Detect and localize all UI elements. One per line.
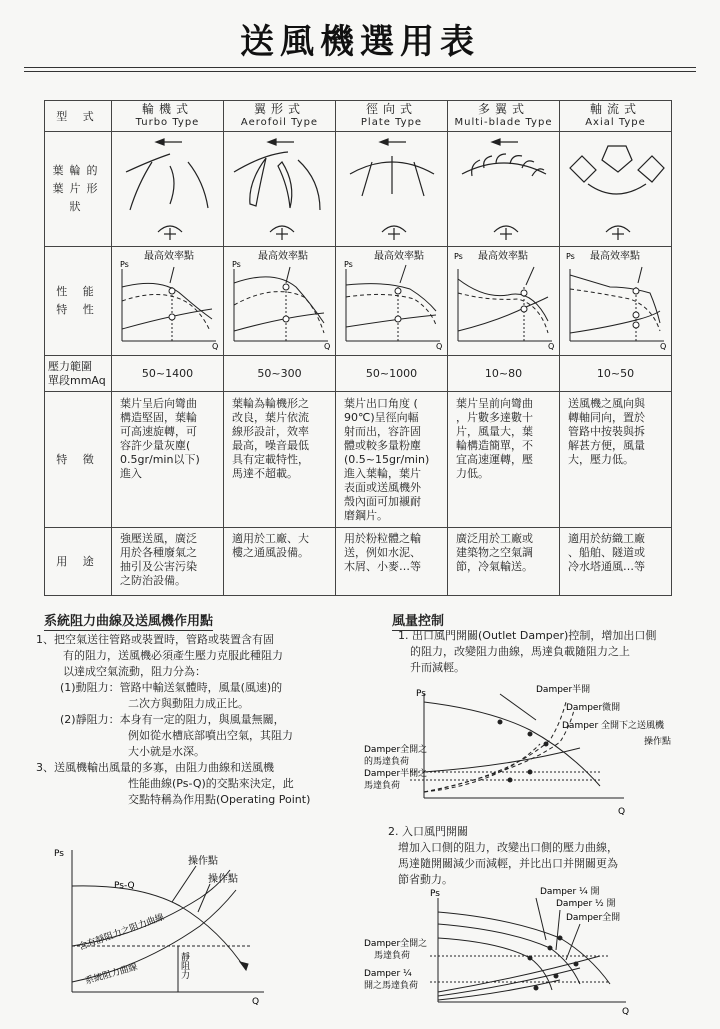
feature-turbo: 葉片呈后向彎曲 構造堅固，葉輪 可高速旋轉，可 容許少量灰塵( 0.5gr/min以下) 進入: [112, 392, 224, 528]
svg-text:開之馬達負荷: 開之馬達負荷: [364, 981, 419, 991]
svg-text:Damper半開之: Damper半開之: [364, 769, 428, 779]
type-header-multiblade: 多翼式 Multi-blade Type: [448, 101, 560, 132]
pressure-label: 壓力範圍 單段mmAq: [45, 356, 112, 392]
pressure-plate: 50~1000: [336, 356, 448, 392]
operating-point-chart: [50, 840, 280, 1010]
use-plate: 用於粉粒體之輸 送，例如水泥、 木屑、小麥…等: [336, 528, 448, 596]
svg-text:操作點: 操作點: [188, 856, 218, 867]
feature-row: [45, 392, 672, 528]
feature-axial: 送風機之風向與 轉軸同向，置於 管路中按裝與拆 解甚方便，風量 大，壓力低。: [560, 392, 672, 528]
performance-row: [45, 247, 672, 356]
svg-text:Damper ¼ 開: Damper ¼ 開: [540, 887, 600, 897]
pressure-turbo: 50~1400: [112, 356, 224, 392]
blade-shape-row: [45, 132, 672, 247]
svg-text:Damper 全開下之送風機: Damper 全開下之送風機: [562, 721, 665, 731]
svg-text:操作點: 操作點: [644, 737, 672, 747]
blade-turbo: [112, 132, 224, 247]
pressure-axial: 10~50: [560, 356, 672, 392]
svg-text:Ps-Q: Ps-Q: [114, 881, 135, 891]
pressure-row: [45, 356, 672, 392]
airflow-control-title: 風量控制: [392, 610, 444, 631]
blade-axial: [560, 132, 672, 247]
use-axial: 適用於紡織工廠 、船舶、隧道或 冷水塔通風…等: [560, 528, 672, 596]
svg-text:Damper ½ 開: Damper ½ 開: [556, 899, 616, 909]
perf-aerofoil: [224, 247, 336, 356]
svg-text:Damper全開之: Damper全開之: [364, 939, 428, 949]
svg-text:的馬達負荷: 的馬達負荷: [364, 757, 410, 767]
title-rule-top: [24, 67, 696, 68]
fan-selection-table: [44, 100, 672, 596]
svg-text:Ps: Ps: [430, 889, 440, 899]
feature-multiblade: 葉片呈前向彎曲 ，片數多達數十 片，風量大，葉 輪構造簡單，不 宜高速運轉，壓 力低。: [448, 392, 560, 528]
use-turbo: 強壓送風，廣泛 用於各種廢氣之 抽引及公害污染 之防治設備。: [112, 528, 224, 596]
svg-text:Damper ¼: Damper ¼: [364, 969, 412, 979]
title-rule-bottom: [24, 71, 696, 72]
inlet-damper-chart: [360, 884, 700, 1018]
svg-text:Ps: Ps: [566, 252, 575, 261]
svg-text:Q: Q: [436, 342, 443, 351]
feature-plate: 葉片出口角度 ( 90℃)呈徑向輻 射而出，容許固 體或較多量粉塵 (0.5~15gr/min) 進入葉輪，葉片 表面或送風機外 殼內面可加襯耐 磨鋼片。: [336, 392, 448, 528]
type-header-aerofoil: 翼形式 Aerofoil Type: [224, 101, 336, 132]
svg-text:Ps: Ps: [416, 689, 426, 699]
svg-text:Q: Q: [324, 342, 331, 351]
svg-text:Q: Q: [660, 342, 667, 351]
blade-aerofoil: [224, 132, 336, 247]
svg-text:Q: Q: [548, 342, 555, 351]
svg-text:馬達負荷: 馬達負荷: [374, 951, 411, 961]
svg-text:Damper全開: Damper全開: [566, 913, 621, 923]
use-aerofoil: 適用於工廠、大 樓之通風設備。: [224, 528, 336, 596]
inlet-damper-text: 2. 入口風門開關 增加入口側的阻力，改變出口側的壓力曲線， 馬達隨開關減少而減輕，并比出口并開關更為 節省動力。: [388, 825, 618, 886]
svg-text:Q: Q: [252, 997, 260, 1007]
pressure-aerofoil: 50~300: [224, 356, 336, 392]
type-header-turbo: 輪機式 Turbo Type: [112, 101, 224, 132]
performance-label: 性 能 特 性: [45, 247, 112, 356]
perf-multiblade: [448, 247, 560, 356]
svg-text:Ps: Ps: [120, 260, 129, 269]
page-title: 送風機選用表: [240, 22, 480, 62]
type-header-axial: 軸流式 Axial Type: [560, 101, 672, 132]
svg-text:最高效率點: 最高效率點: [478, 251, 528, 262]
svg-text:Ps: Ps: [344, 260, 353, 269]
blade-plate: [336, 132, 448, 247]
blade-shape-label: 葉輪的 葉片形狀: [45, 132, 112, 247]
perf-turbo: [112, 247, 224, 356]
svg-text:最高效率點: 最高效率點: [374, 251, 424, 262]
svg-text:最高效率點: 最高效率點: [144, 251, 194, 262]
svg-text:Ps: Ps: [232, 260, 241, 269]
system-resistance-text: 1、把空氣送往管路或裝置時，管路或裝置含有固 有的阻力，送風機必須產生壓力克服此種阻力 以達成空氣流動，阻力分為： (1)動阻力：管路中輸送氣體時，風量(風速)的 二次方與動阻力成正比。 (2)靜阻力：本身有一定的阻力，與風量無關， 例如從水槽底部噴出空氣，其阻力 大小就是水深。 3、送風機輸出風量的多寡，由阻力曲線和送風機 性能曲線(Ps-Q)的交點來決定，此 交點特稱為作用點(Operating Point): [36, 633, 311, 806]
type-header-label: 型 式: [45, 101, 112, 132]
use-multiblade: 廣泛用於工廠或 建築物之空氣調 節，冷氣輸送。: [448, 528, 560, 596]
svg-text:Damper全開之: Damper全開之: [364, 745, 428, 755]
svg-text:靜阻力: 靜阻力: [179, 952, 189, 979]
feature-label: 特 徵: [45, 392, 112, 528]
svg-text:Q: Q: [622, 1007, 630, 1017]
use-label: 用 途: [45, 528, 112, 596]
svg-text:馬達負荷: 馬達負荷: [364, 781, 401, 791]
svg-text:Damper半開: Damper半開: [536, 685, 591, 695]
blade-multiblade: [448, 132, 560, 247]
outlet-damper-text: 1. 出口風門開關(Outlet Damper)控制，增加出口側 的阻力，改變阻力曲線，馬達負載隨阻力之上 升而減輕。: [398, 629, 657, 674]
outlet-damper-chart: [360, 680, 700, 820]
svg-text:操作點: 操作點: [208, 874, 238, 885]
svg-text:Ps: Ps: [454, 252, 463, 261]
type-header-row: [45, 101, 672, 132]
svg-text:最高效率點: 最高效率點: [590, 251, 640, 262]
svg-text:Q: Q: [212, 342, 219, 351]
svg-text:系統阻力曲線: 系統阻力曲線: [84, 962, 139, 987]
svg-text:最高效率點: 最高效率點: [258, 251, 308, 262]
feature-aerofoil: 葉輪為輪機形之 改良，葉片依流 線形設計，效率 最高，噪音最低 具有定載特性， 馬達不超載。: [224, 392, 336, 528]
svg-text:含有靜阻力之阻力曲線: 含有靜阻力之阻力曲線: [77, 912, 166, 953]
perf-plate: [336, 247, 448, 356]
svg-text:Q: Q: [618, 807, 626, 817]
use-row: [45, 528, 672, 596]
perf-axial: [560, 247, 672, 356]
pressure-multiblade: 10~80: [448, 356, 560, 392]
type-header-plate: 徑向式 Plate Type: [336, 101, 448, 132]
svg-text:Damper微開: Damper微開: [566, 703, 621, 713]
svg-text:Ps: Ps: [54, 849, 64, 859]
system-resistance-title: 系統阻力曲線及送風機作用點: [44, 610, 213, 631]
